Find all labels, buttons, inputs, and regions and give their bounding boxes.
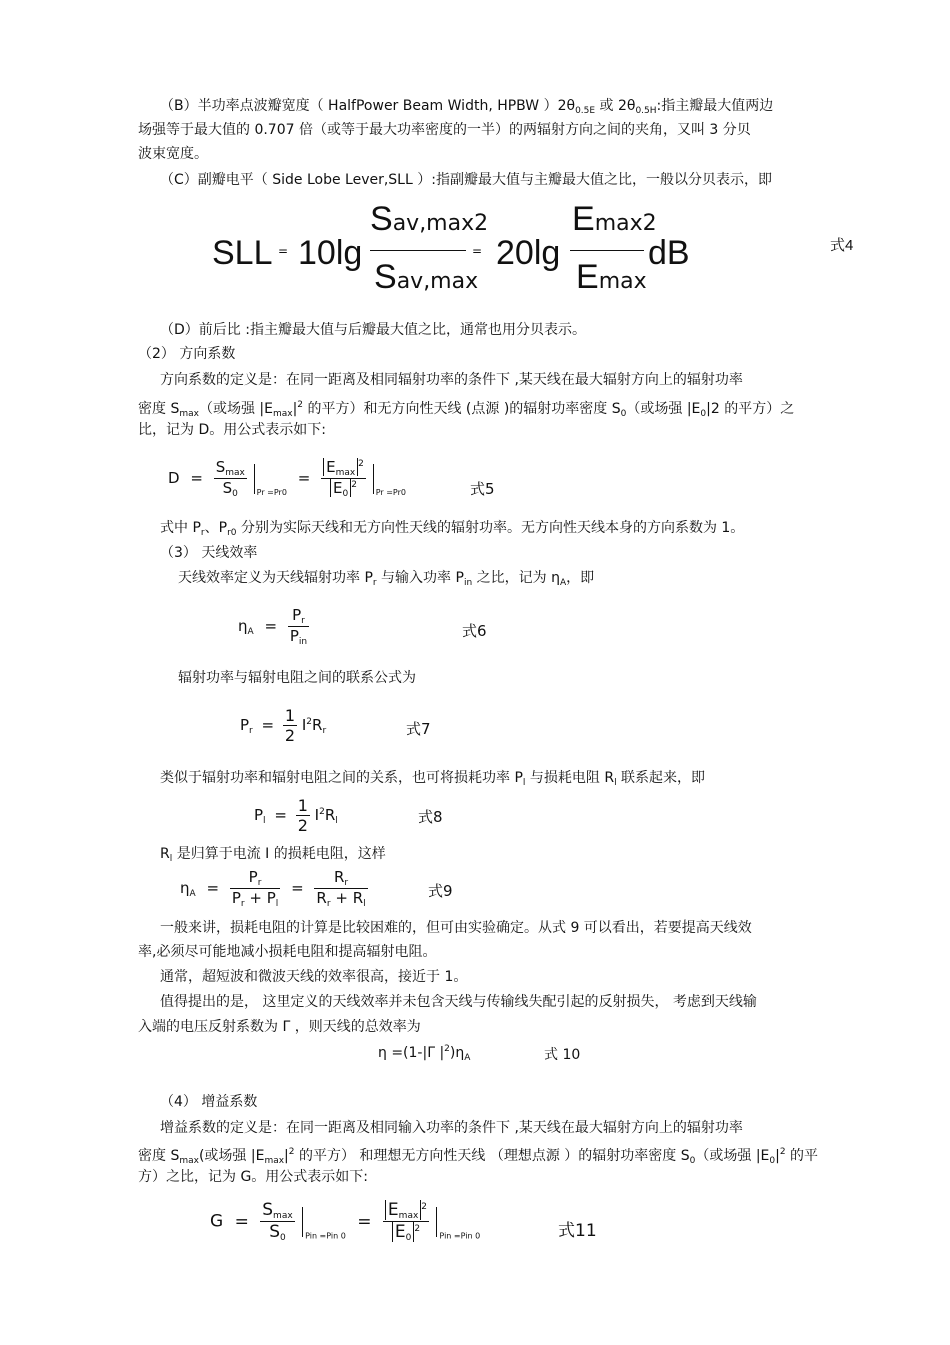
eq10-tag: 式 10 — [544, 1047, 581, 1063]
subscript: in — [309, 1231, 318, 1241]
para-loss-calc-line1: 一般来讲，损耗电阻的计算是比较困难的，但可由实验确定。从式 9 可以看出，若要提高天线效 — [160, 920, 752, 936]
subscript: max — [272, 409, 293, 419]
para-fb-ratio: （D）前后比 :指主瓣最大值与后瓣最大值之比，通常也用分贝表示。 — [160, 322, 586, 338]
para-directivity-line3: 比，记为 D。用公式表示如下: — [138, 422, 326, 438]
text: （B）半功率点波瓣宽度（ HalfPower Beam Width, HPBW ）2θ — [160, 98, 576, 114]
para-hpbw-line3: 波束宽度。 — [138, 146, 208, 162]
abs — [392, 1222, 414, 1242]
denominator — [328, 479, 359, 499]
eq8-lhs: P — [254, 806, 264, 824]
base: S — [222, 479, 233, 497]
subscript: in — [463, 578, 473, 588]
superscript: 2 — [779, 1147, 786, 1157]
text: P — [439, 1231, 445, 1241]
subscript: av,max — [396, 269, 479, 294]
eq9-frac1 — [230, 868, 280, 909]
abs — [330, 479, 351, 497]
eq11-equals: = — [234, 1211, 249, 1232]
base: E — [326, 458, 336, 476]
text: | — [284, 1148, 289, 1164]
text: 的平 — [785, 1148, 819, 1164]
eq4-tag: 式4 — [830, 237, 854, 254]
subscript: r — [326, 899, 331, 909]
text: | — [292, 401, 298, 417]
base: P — [292, 606, 302, 624]
text: 天线效率定义为天线辐射功率 P — [178, 570, 373, 586]
eq7-tag: 式7 — [406, 720, 431, 738]
eq5-evalbar — [254, 464, 255, 494]
text: 分别为实际天线和无方向性天线的辐射功率。无方向性天线本身的方向系数为 1。 — [236, 520, 745, 536]
equation-6 — [238, 606, 309, 647]
eq5-cond2 — [376, 488, 406, 497]
text: =P — [451, 1231, 466, 1241]
text: 之比，记为 η — [472, 570, 560, 586]
base: E — [387, 1200, 399, 1220]
eq11-equals2: = — [357, 1211, 372, 1232]
eq11-cond2 — [439, 1232, 480, 1241]
text: |2 的平方）之 — [706, 401, 795, 417]
eq5-lhs: D — [168, 469, 180, 487]
para-loss-resistance-note — [160, 844, 386, 869]
para-microwave-efficiency: 通常，超短波和微波天线的效率很高，接近于 1。 — [160, 969, 468, 985]
subscript: r — [380, 488, 384, 497]
plus: + — [249, 889, 262, 907]
subscript: A — [464, 1053, 471, 1063]
subscript: r0 — [397, 488, 406, 497]
eq9-lhs: η — [180, 879, 190, 897]
text: 的平方） 和理想无方向性天线 （理想点源 ）的辐射功率密度 S — [294, 1148, 690, 1164]
base: S — [374, 258, 397, 296]
text: 的平方）和无方向性天线 (点源 )的辐射功率密度 S — [303, 401, 621, 417]
base: R — [333, 868, 345, 886]
eq8-tag: 式8 — [418, 808, 443, 826]
eq6-equals: = — [264, 617, 278, 635]
equation-10 — [378, 1044, 470, 1063]
text: 或 2θ — [595, 98, 636, 114]
subscript: r — [322, 726, 327, 736]
eq5-evalbar2 — [373, 464, 374, 494]
para-reflection-line2: 入端的电压反射系数为 Γ ，则天线的总效率为 — [138, 1019, 421, 1035]
subscript: max2 — [594, 211, 657, 236]
subscript: max — [179, 1156, 199, 1166]
subscript: 0 — [769, 1156, 776, 1166]
superscript: 2 — [444, 1044, 450, 1054]
subscript: l — [169, 854, 173, 864]
para-reflection-line1: 值得提出的是， 这里定义的天线效率并未包含天线与传输线失配引起的反射损失， 考虑到天线输 — [160, 994, 757, 1010]
subscript: av,max2 — [392, 211, 489, 236]
eq9-equals: = — [206, 879, 220, 897]
eq8-resistance: R — [324, 806, 336, 824]
subscript: in — [298, 637, 308, 647]
base: E — [333, 479, 343, 497]
eq7-current: I — [301, 716, 307, 734]
denominator — [230, 889, 280, 909]
text: =P — [383, 488, 398, 497]
equation-5 — [168, 458, 406, 499]
subscript: l — [335, 816, 338, 826]
para-loss-resistance — [160, 768, 705, 793]
superscript: 2 — [421, 1202, 428, 1212]
text: (或场强 |E — [198, 1148, 265, 1164]
base: R — [352, 889, 364, 907]
superscript: 2 — [319, 807, 325, 817]
base: E — [576, 258, 599, 296]
subscript: r — [372, 578, 377, 588]
eq4-equals2: = — [472, 244, 483, 258]
text: 与损耗电阻 R — [525, 770, 615, 786]
subscript: max — [598, 269, 647, 294]
subscript: r0 — [227, 528, 237, 538]
subscript: A — [247, 627, 254, 637]
numerator: 1 — [284, 706, 296, 725]
numerator — [290, 606, 307, 626]
eq9-equals2: = — [291, 879, 304, 897]
subscript: max — [398, 1211, 419, 1221]
eq11-frac1 — [260, 1200, 294, 1243]
eq5-frac1 — [214, 458, 247, 499]
eq8-equals: = — [274, 806, 287, 824]
text: 密度 S — [138, 1148, 180, 1164]
eq6-frac — [288, 606, 309, 647]
numerator: 1 — [297, 796, 308, 815]
subscript: l — [614, 778, 617, 788]
superscript: 2 — [288, 1147, 295, 1157]
subscript: r0 — [278, 488, 287, 497]
subscript: 0 — [620, 409, 627, 419]
eq4-den1 — [374, 258, 478, 297]
subscript: r — [344, 878, 349, 888]
base: P — [266, 889, 276, 907]
text: R — [160, 846, 170, 862]
eq8-current: I — [314, 806, 320, 824]
base: R — [316, 889, 327, 907]
subscript: r — [249, 726, 253, 736]
eq4-equals: = — [278, 244, 289, 258]
subscript: r — [240, 899, 245, 909]
subscript: 0.5E — [575, 106, 596, 116]
subscript: r — [200, 528, 205, 538]
subscript: in — [444, 1231, 452, 1241]
text: （或场强 |E — [198, 401, 273, 417]
subscript: max — [273, 1211, 293, 1221]
numerator — [383, 1200, 429, 1221]
base: E — [394, 1222, 406, 1242]
superscript: 2 — [351, 480, 357, 490]
text: （或场强 |E — [626, 401, 701, 417]
text: ，即 — [566, 570, 595, 586]
eq11-tag: 式11 — [558, 1221, 597, 1241]
subscript: max — [264, 1156, 285, 1166]
eq4-coef2: 20lg — [496, 234, 561, 272]
eq11-evalbar2 — [436, 1207, 437, 1237]
eq4-bar1 — [370, 250, 466, 251]
equation-9 — [180, 868, 368, 909]
subscript: 0 — [232, 489, 238, 499]
para-directivity-line1: 方向系数的定义是：在同一距离及相同辐射功率的条件下 ,某天线在最大辐射方向上的辐射功率 — [160, 372, 743, 388]
numerator — [247, 868, 264, 888]
text: P — [256, 488, 262, 497]
denominator: 2 — [284, 726, 296, 745]
heading-directivity: （2） 方向系数 — [138, 346, 236, 362]
eq9-tag: 式9 — [428, 882, 453, 900]
eq9-frac2 — [314, 868, 367, 909]
superscript: 2 — [297, 400, 304, 410]
subscript: in 0 — [465, 1231, 481, 1241]
eq11-frac2 — [383, 1200, 429, 1243]
subscript: 0.5H — [635, 106, 657, 116]
eq6-lhs: η — [238, 617, 248, 635]
eq5-tag: 式5 — [470, 480, 495, 498]
text: 是归算于电流 I 的损耗电阻，这样 — [172, 846, 386, 862]
eq6-tag: 式6 — [462, 622, 487, 640]
eq11-cond — [305, 1232, 346, 1241]
text: 式中 P — [160, 520, 201, 536]
eq7-frac — [283, 706, 297, 745]
subscript: 0 — [689, 1156, 696, 1166]
base: P — [231, 889, 241, 907]
para-radiation-resistance: 辐射功率与辐射电阻之间的联系公式为 — [178, 670, 416, 686]
subscript: l — [522, 778, 526, 788]
text: )η — [449, 1045, 465, 1061]
subscript: r — [261, 488, 265, 497]
eq8-frac — [296, 796, 310, 835]
base: S — [269, 1222, 280, 1242]
eq11-evalbar — [302, 1207, 303, 1237]
heading-efficiency: （3） 天线效率 — [160, 545, 258, 561]
numerator — [332, 868, 350, 888]
text: :指主瓣最大值两边 — [656, 98, 774, 114]
superscript: 2 — [358, 459, 364, 469]
para-gain-line1: 增益系数的定义是：在同一距离及相同输入功率的条件下 ,某天线在最大辐射方向上的辐射功率 — [160, 1120, 743, 1136]
equation-11 — [210, 1200, 480, 1243]
text: | — [775, 1148, 780, 1164]
eq7-equals: = — [261, 716, 275, 734]
heading-gain: （4） 增益系数 — [160, 1094, 258, 1110]
eq4-den2 — [576, 258, 647, 297]
eq5-cond — [257, 488, 287, 497]
equation-8 — [254, 796, 338, 835]
equation-7 — [240, 706, 326, 745]
denominator — [267, 1222, 288, 1243]
text: =P — [317, 1231, 331, 1241]
subscript: r — [301, 616, 305, 626]
abs — [385, 1200, 421, 1220]
denominator — [288, 627, 309, 647]
denominator — [221, 479, 240, 499]
eq4-coef1: 10lg — [298, 234, 363, 272]
eq5-frac2 — [321, 458, 366, 499]
subscript: l — [363, 899, 366, 909]
para-efficiency-line1 — [178, 568, 594, 593]
subscript: max — [179, 409, 199, 419]
para-loss-calc-line2: 率,必须尽可能地减小损耗电阻和提高辐射电阻。 — [138, 944, 437, 960]
eq7-lhs: P — [240, 716, 250, 734]
subscript: 0 — [279, 1233, 286, 1243]
subscript: A — [559, 578, 567, 588]
para-eq5-explain — [160, 518, 744, 543]
superscript: 2 — [414, 1224, 421, 1234]
text: （或场强 |E — [695, 1148, 770, 1164]
base: S — [370, 200, 393, 238]
numerator — [321, 458, 366, 478]
base: P — [248, 868, 258, 886]
numerator — [214, 458, 247, 478]
para-sll-line1: （C）副瓣电平（ Side Lobe Lever,SLL ）:指副瓣最大值与主瓣最大值之比，一般以分贝表示，即 — [160, 172, 772, 188]
text: P — [305, 1231, 310, 1241]
text: 类似于辐射功率和辐射电阻之间的关系，也可将损耗功率 P — [160, 770, 523, 786]
subscript: 0 — [700, 409, 707, 419]
eq7-resistance: R — [312, 716, 323, 734]
para-hpbw-line1 — [160, 96, 773, 121]
text: 、P — [204, 520, 228, 536]
eq5-equals: = — [190, 469, 203, 487]
numerator — [260, 1200, 294, 1221]
eq4-num2 — [572, 200, 657, 239]
eq4-lhs: SLL — [212, 234, 273, 272]
subscript: l — [263, 816, 266, 826]
base: P — [289, 627, 299, 645]
para-hpbw-line2: 场强等于最大值的 0.707 倍（或等于最大功率密度的一半）的两辐射方向之间的夹角，又叫 3 分贝 — [138, 122, 751, 138]
subscript: 0 — [342, 489, 349, 499]
subscript: in 0 — [330, 1231, 346, 1241]
eq5-equals2: = — [297, 469, 311, 487]
eq4-num1 — [370, 200, 488, 239]
eq4-bar2 — [570, 250, 644, 251]
denominator — [390, 1222, 422, 1243]
plus: + — [335, 889, 348, 907]
base: E — [572, 200, 595, 238]
base: S — [215, 458, 226, 476]
eq4-unit: dB — [648, 234, 690, 272]
abs — [323, 458, 358, 476]
base: S — [262, 1200, 274, 1220]
subscript: l — [275, 899, 279, 909]
text: 密度 S — [138, 401, 180, 417]
subscript: A — [189, 889, 196, 899]
superscript: 2 — [306, 717, 313, 727]
text: 与输入功率 P — [376, 570, 464, 586]
eq11-lhs: G — [210, 1211, 224, 1232]
subscript: r — [257, 878, 262, 888]
text: P — [375, 488, 381, 497]
subscript: max — [225, 468, 245, 478]
text: =P — [264, 488, 279, 497]
denominator — [314, 889, 367, 909]
subscript: 0 — [405, 1233, 412, 1243]
para-gain-line3: 方）之比，记为 G。用公式表示如下: — [138, 1169, 369, 1185]
text: 联系起来，即 — [616, 770, 706, 786]
text: η =(1-|Γ | — [378, 1045, 445, 1061]
subscript: max — [335, 468, 356, 478]
denominator: 2 — [297, 816, 308, 835]
